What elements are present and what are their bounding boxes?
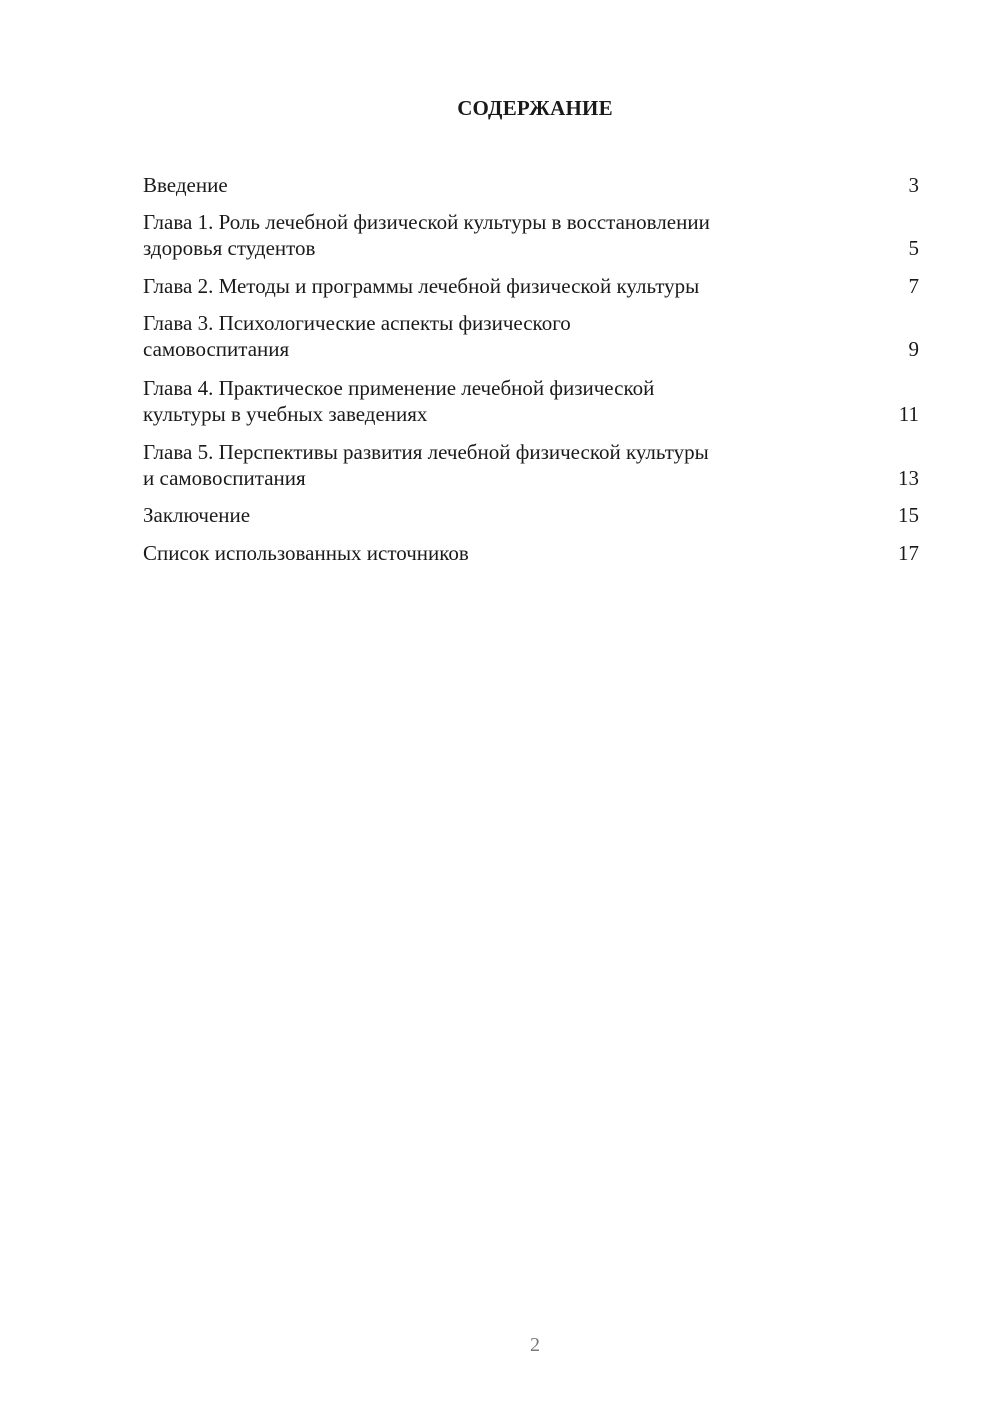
toc-entry-page: 3 <box>908 173 919 197</box>
toc-entry-title: Глава 3. Психологические аспекты физического самовоспитания <box>143 311 571 361</box>
toc-entry-title: Заключение <box>143 503 251 527</box>
toc-entry-title: Список использованных источников <box>143 541 469 565</box>
toc-entry-title: Введение <box>143 173 228 197</box>
toc-entry-introduction <box>143 172 919 198</box>
toc-entry-chapter-5 <box>143 439 919 491</box>
toc-entry-page: 9 <box>908 337 919 361</box>
toc-entry-page: 7 <box>908 274 919 298</box>
toc-entry-title: Глава 2. Методы и программы лечебной физической культуры <box>143 274 700 298</box>
toc-entry-title: Глава 1. Роль лечебной физической культуры в восстановлении здоровья студентов <box>143 210 710 260</box>
toc-entry-chapter-4 <box>143 375 919 427</box>
page-number: 2 <box>530 1334 540 1356</box>
toc-entry-page: 5 <box>908 236 919 260</box>
toc-entry-conclusion <box>143 502 919 528</box>
toc-entry-chapter-3 <box>143 310 919 362</box>
toc-entry-page: 13 <box>898 466 919 490</box>
toc-entry-references <box>143 540 919 566</box>
toc-entry-title: Глава 4. Практическое применение лечебной физической культуры в учебных заведениях <box>143 376 655 426</box>
toc-entry-chapter-2 <box>143 273 919 299</box>
toc-entry-page: 11 <box>898 402 919 426</box>
toc-entry-page: 15 <box>898 503 919 527</box>
toc-entry-title: Глава 5. Перспективы развития лечебной физической культуры и самовоспитания <box>143 440 709 490</box>
toc-entry-chapter-1 <box>143 209 919 261</box>
toc-entry-page: 17 <box>898 541 919 565</box>
page-title: СОДЕРЖАНИЕ <box>457 96 613 120</box>
table-of-contents <box>143 172 919 566</box>
